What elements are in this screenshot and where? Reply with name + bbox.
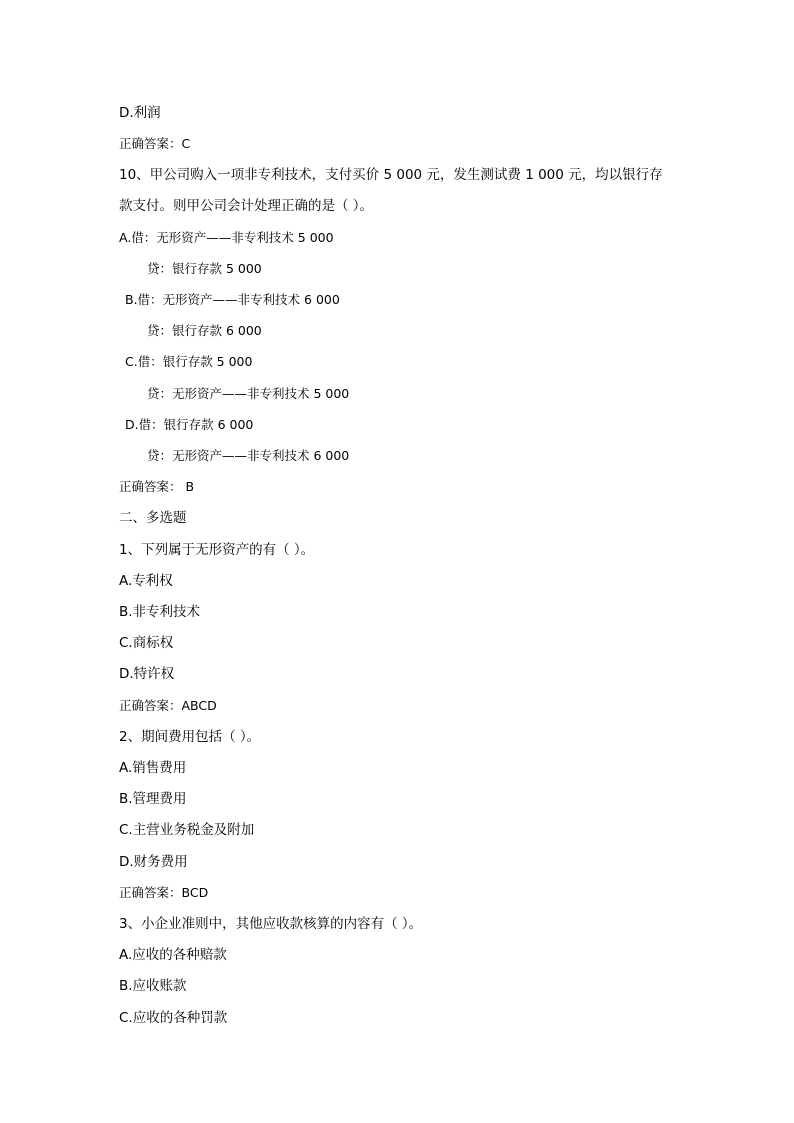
q2-option-d: D.财务费用 [119,854,188,870]
answer-10: 正确答案： B [119,479,195,494]
option-a-debit: A.借：无形资产——非专利技术 5 000 [119,230,334,245]
q1-option-c: C.商标权 [119,635,174,651]
question-10-line2: 款支付。则甲公司会计处理正确的是（ ）。 [119,198,374,214]
option-b-credit: 贷：银行存款 6 000 [147,323,262,338]
q2-option-a: A.销售费用 [119,760,187,776]
option-d-debit: D.借：银行存款 6 000 [125,417,254,432]
q1-option-a: A.专利权 [119,573,173,589]
option-a-credit: 贷：银行存款 5 000 [147,261,262,276]
option-d-profit: D.利润 [119,105,161,121]
answer-q2: 正确答案：BCD [119,885,209,900]
q3-option-c: C.应收的各种罚款 [119,1010,228,1026]
answer-9: 正确答案：C [119,136,191,151]
q3-option-b: B.应收账款 [119,978,187,994]
section-heading-multiple-choice: 二、多选题 [119,510,187,526]
option-c-credit: 贷：无形资产——非专利技术 5 000 [147,386,350,401]
option-c-debit: C.借：银行存款 5 000 [125,354,253,369]
q2-option-c: C.主营业务税金及附加 [119,822,255,838]
option-b-debit: B.借：无形资产——非专利技术 6 000 [125,292,340,307]
q3-option-a: A.应收的各种赔款 [119,947,227,963]
q1-option-d: D.特许权 [119,666,175,682]
answer-q1: 正确答案：ABCD [119,698,217,713]
question-2: 2、期间费用包括（ ）。 [119,729,261,745]
question-3: 3、小企业准则中，其他应收款核算的内容有（ ）。 [119,916,423,932]
option-d-credit: 贷：无形资产——非专利技术 6 000 [147,448,350,463]
question-1: 1、下列属于无形资产的有（ ）。 [119,542,315,558]
q1-option-b: B.非专利技术 [119,604,201,620]
q2-option-b: B.管理费用 [119,791,187,807]
question-10-line1: 10、甲公司购入一项非专利技术，支付买价 5 000 元，发生测试费 1 000 元，均以银行存 [119,167,663,183]
